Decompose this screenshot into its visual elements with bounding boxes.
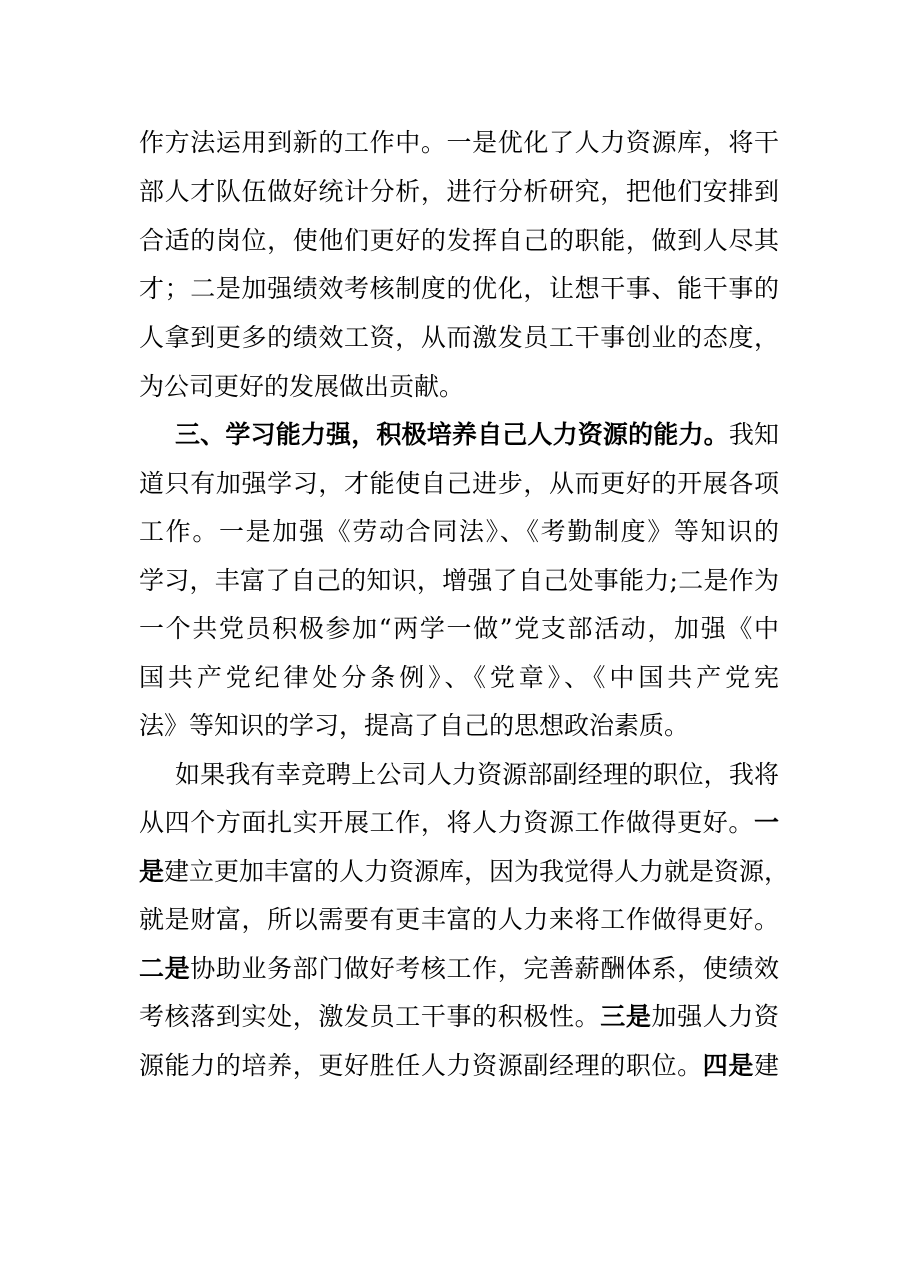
paragraph3-line6-text: 考核落到实处，激发员工干事的积极性。: [139, 1002, 601, 1031]
paragraph3-line1: 如果我有幸竞聘上公司人力资源部副经理的职位，我将: [175, 760, 779, 789]
paragraph1-line4: 才；二是加强绩效考核制度的优化，让想干事、能干事的: [139, 274, 779, 303]
paragraph1-line2: 部人才队伍做好统计分析，进行分析研究，把他们安排到: [139, 177, 779, 206]
paragraph2-line5: 一个共党员积极参加“两学一做”党支部活动，加强《中: [139, 614, 779, 643]
paragraph3-line2-text: 从四个方面扎实开展工作，将人力资源工作做得更好。: [139, 808, 754, 837]
paragraph2-line7: 法》等知识的学习，提高了自己的思想政治素质。: [139, 711, 690, 740]
paragraph2-line4: 学习，丰富了自己的知识，增强了自己处事能力;二是作为: [139, 566, 779, 595]
paragraph2-line1: [175, 415, 779, 455]
paragraph2-line6: 国共产党纪律处分条例》、《党章》、《中国共产党宪: [139, 663, 779, 692]
paragraph3-line5-text: 协助业务部门做好考核工作，完善薪酬体系，使绩效: [190, 954, 779, 983]
paragraph1-line3: 合适的岗位，使他们更好的发挥自己的职能，做到人尽其: [139, 226, 779, 255]
paragraph2-line3: 工作。一是加强《劳动合同法》、《考勤制度》等知识的: [139, 517, 779, 546]
paragraph3-line6-text2: 加强人力资: [651, 1002, 779, 1031]
paragraph3-line7-text: 源能力的培养，更好胜任人力资源副经理的职位。: [139, 1051, 703, 1080]
paragraph3-line3: [139, 852, 790, 892]
paragraph2-line2: 道只有加强学习，才能使自己进步，从而更好的开展各项: [139, 469, 779, 498]
paragraph3-line4: 就是财富，所以需要有更丰富的人力来将工作做得更好。: [139, 905, 779, 934]
paragraph3-line7-text2: 建: [753, 1051, 779, 1080]
paragraph1-line1: 作方法运用到新的工作中。一是优化了人力资源库，将干: [139, 128, 779, 157]
paragraph3-line2: [139, 803, 779, 843]
paragraph3-line7: [139, 1046, 779, 1086]
point-one-label-start: 一: [753, 808, 779, 837]
point-four-label: 四是: [702, 1051, 754, 1080]
paragraph2-line1-rest: 我知: [728, 420, 779, 449]
point-three-label: 三是: [600, 1002, 652, 1031]
paragraph3-line3-text: 建立更加丰富的人力资源库，因为我觉得人力就是资源，: [164, 857, 790, 886]
paragraph3-line5: [139, 949, 779, 989]
point-two-label: 二是: [139, 954, 191, 983]
paragraph1-line5: 人拿到更多的绩效工资，从而激发员工干事创业的态度，: [139, 323, 779, 352]
section-heading: 三、学习能力强，积极培养自己人力资源的能力。: [175, 420, 729, 449]
point-one-label-end: 是: [139, 857, 165, 886]
paragraph3-line6: [139, 997, 779, 1037]
paragraph1-line6: 为公司更好的发展做出贡献。: [139, 372, 465, 401]
